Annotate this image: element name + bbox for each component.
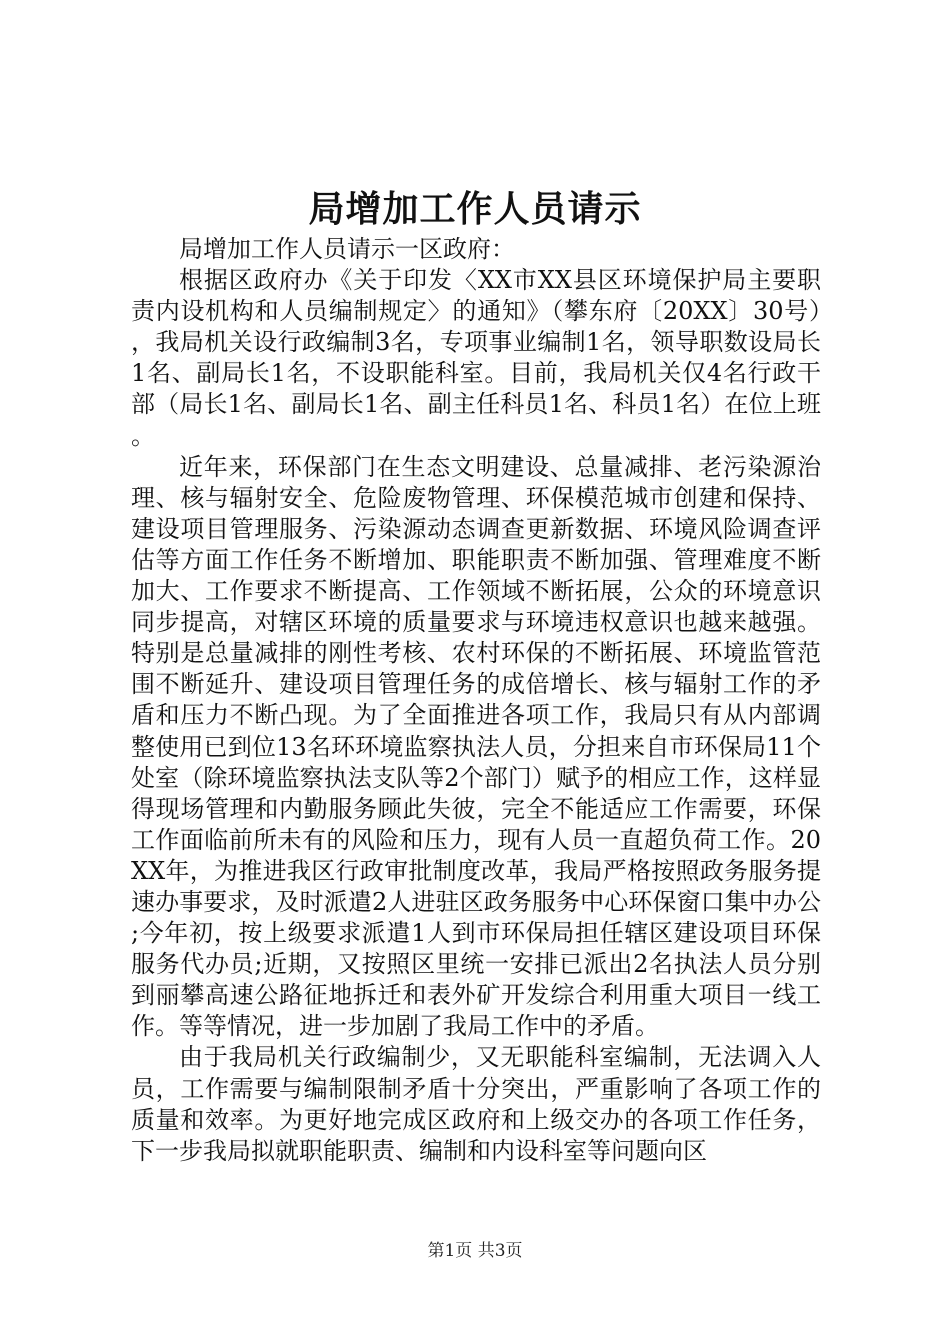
document-title: 局增加工作人员请示 bbox=[308, 188, 642, 230]
body-paragraph: 由于我局机关行政编制少，又无职能科室编制，无法调入人员，工作需要与编制限制矛盾十分突出，严重影响了各项工作的质量和效率。为更好地完成区政府和上级交办的各项工作任务，下一步我局拟就职能职责、编制和内设科室等问题向区 bbox=[131, 1043, 821, 1165]
document-body bbox=[131, 234, 821, 1167]
body-paragraph: 近年来，环保部门在生态文明建设、总量减排、老污染源治理、核与辐射安全、危险废物管理、环保模范城市创建和保持、建设项目管理服务、污染源动态调查更新数据、环境风险调查评估等方面工作任务不断增加、职能职责不断加强、管理难度不断加大、工作要求不断提高、工作领域不断拓展，公众的环境意识同步提高，对辖区环境的质量要求与环境违权意识也越来越强。特别是总量减排的刚性考核、农村环保的不断拓展、环境监管范围不断延升、建设项目管理任务的成倍增长、核与辐射工作的矛盾和压力不断凸现。为了全面推进各项工作，我局只有从内部调整使用已到位13名环环境监察执法人员，分担来自市环保局11个处室（除环境监察执法支队等2个部门）赋予的相应工作，这样显得现场管理和内勤服务顾此失彼，完全不能适应工作需要，环保工作面临前所未有的风险和压力，现有人员一直超负荷工作。20XX年，为推进我区行政审批制度改革，我局严格按照政务服务提速办事要求，及时派遣2人进驻区政务服务中心环保窗口集中办公;今年初，按上级要求派遣1人到市环保局担任辖区建设项目环保服务代办员;近期，又按照区里统一安排已派出2名执法人员分别到丽攀高速公路征地拆迁和表外矿开发综合利用重大项目一线工作。等等情况，进一步加剧了我局工作中的矛盾。 bbox=[131, 452, 821, 1041]
body-paragraph: 根据区政府办《关于印发〈XX市XX县区环境保护局主要职责内设机构和人员编制规定〉的通知》（攀东府〔20XX〕30号），我局机关设行政编制3名，专项事业编制1名，领导职数设局长1名、副局长1名，不设职能科室。目前，我局机关仅4名行政干部（局长1名、副局长1名、副主任科员1名、科员1名）在位上班。 bbox=[131, 266, 821, 450]
page-number-footer: 第1页 共3页 bbox=[427, 1241, 523, 1261]
salutation-paragraph: 局增加工作人员请示一区政府： bbox=[179, 235, 515, 263]
